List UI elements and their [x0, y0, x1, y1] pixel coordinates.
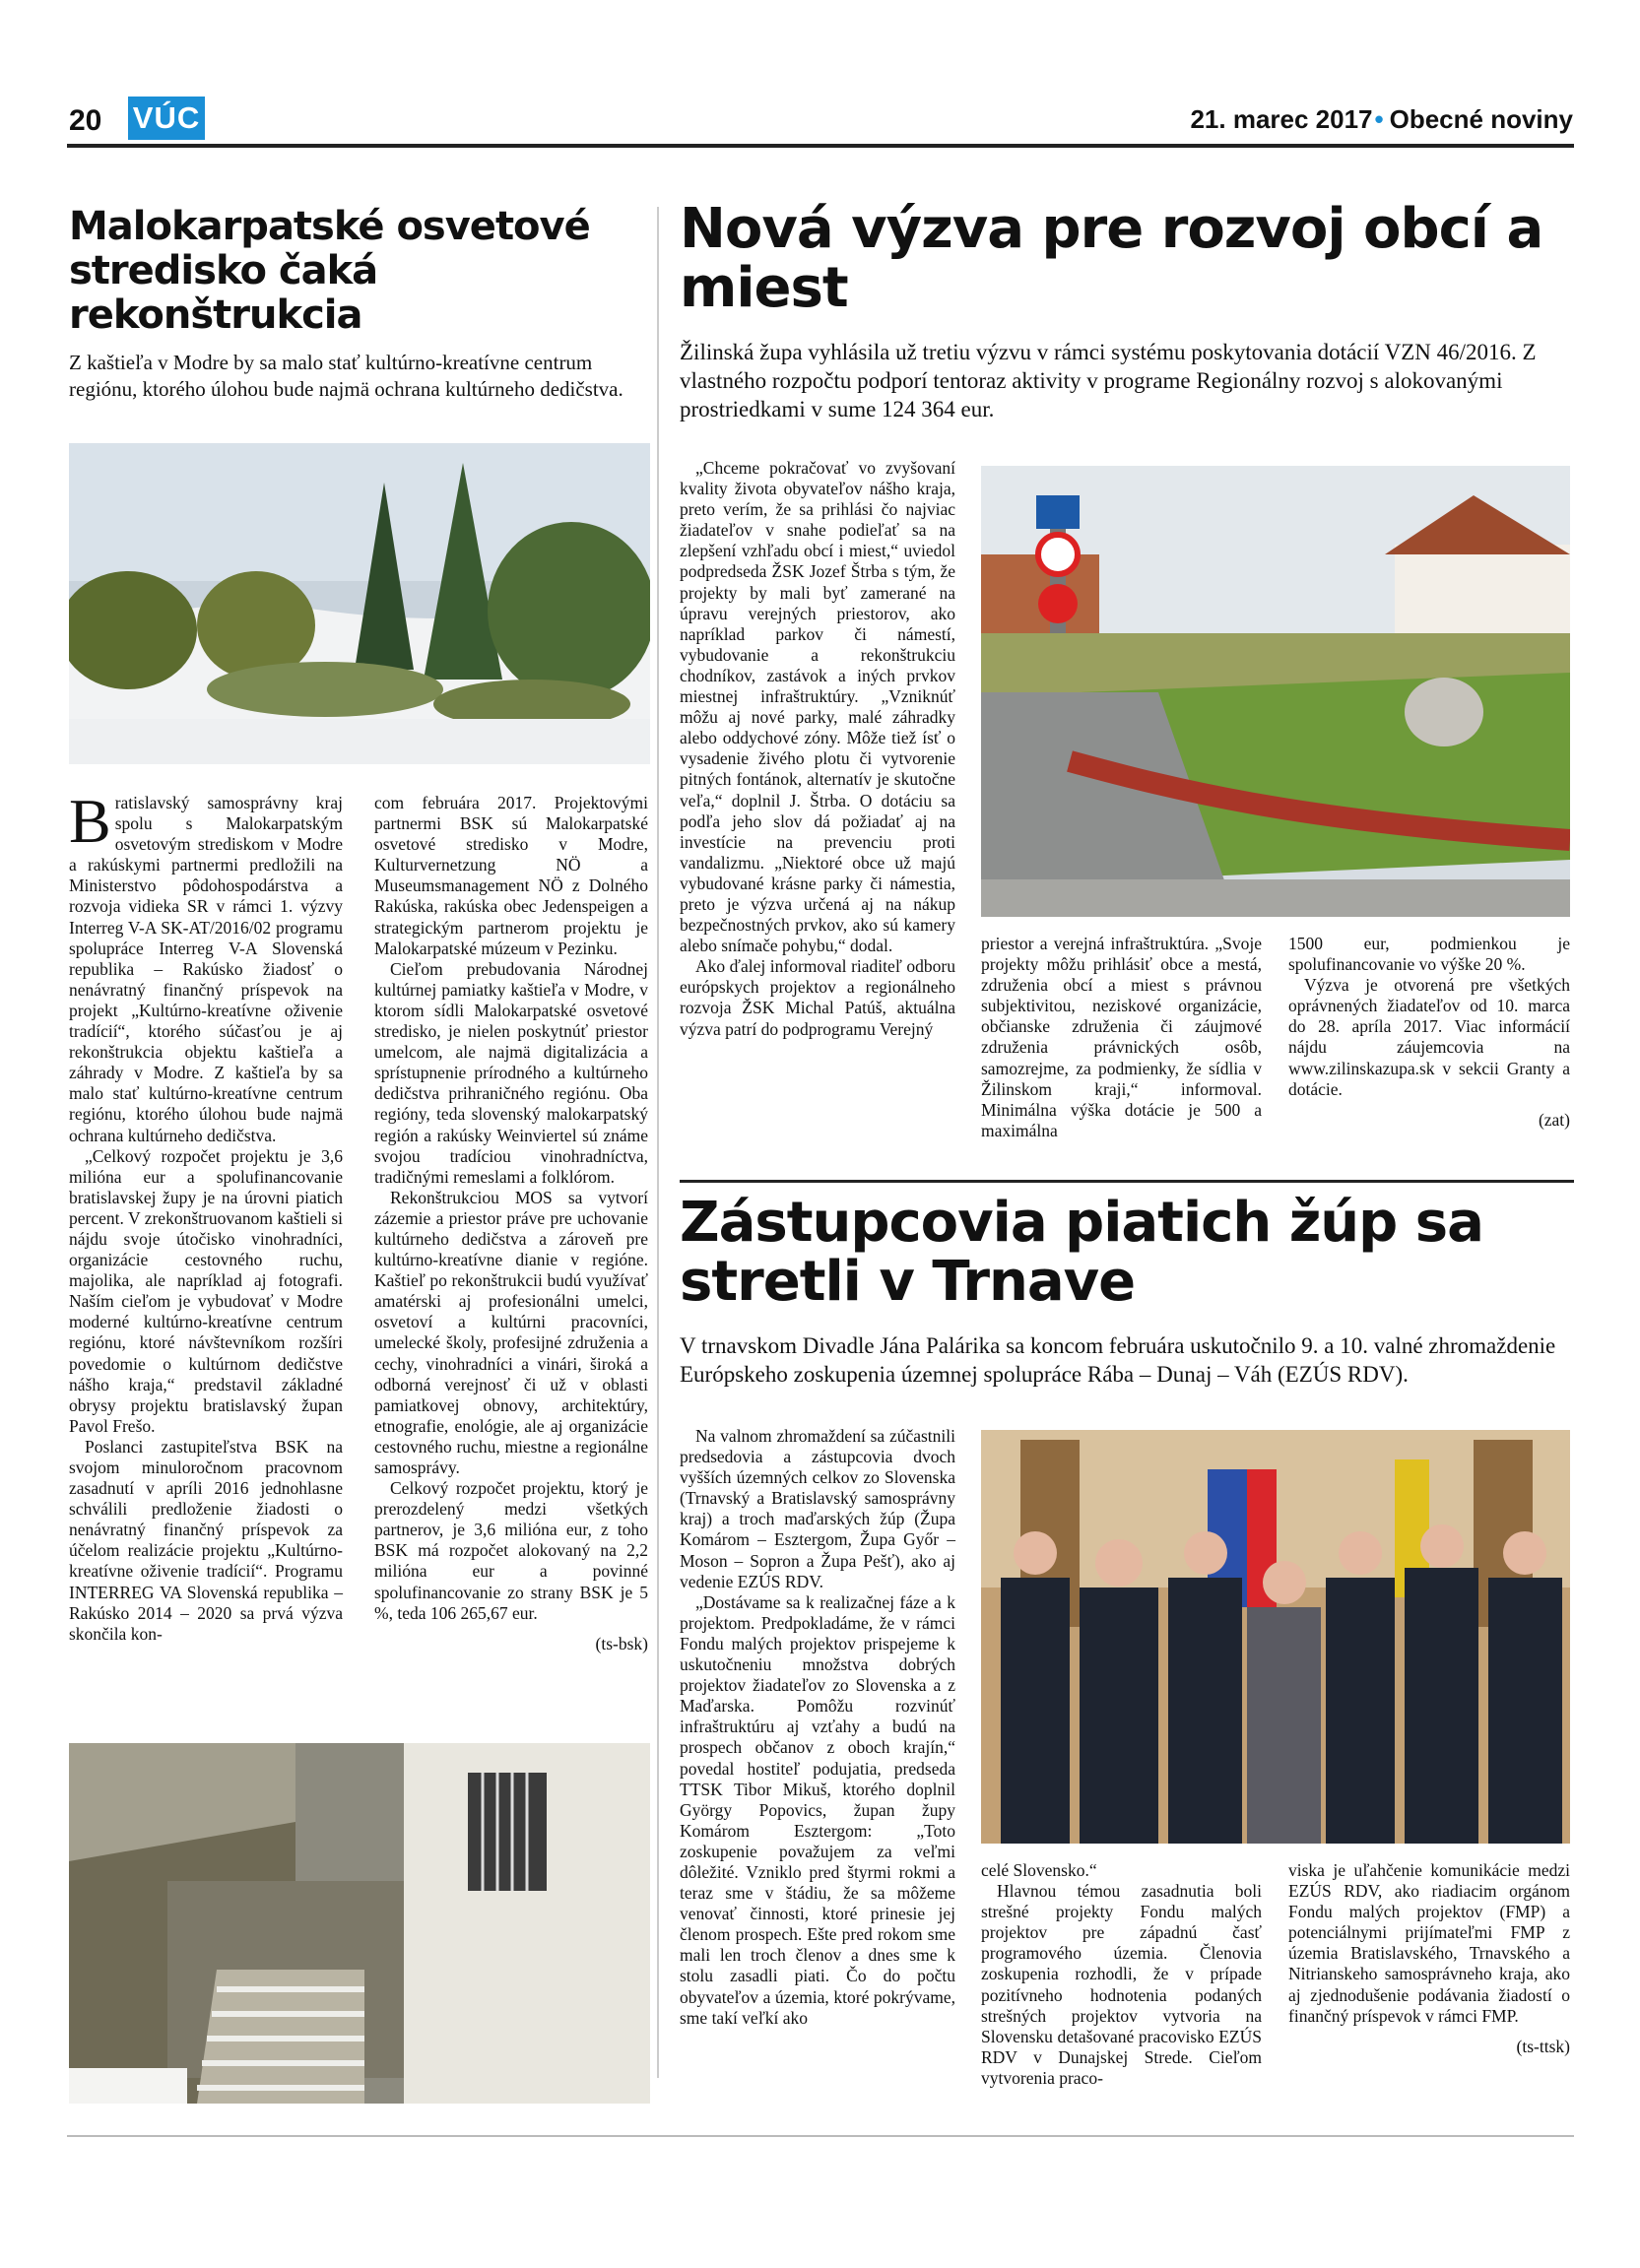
paragraph: Hlavnou témou zasadnutia boli strešné projekty Fondu malých projektov pre západnú časť programového územia. Členovia zoskupenia rozhodli, že v prípade pozitívneho hodnotenia podaných strešných projektov vytvoria na Slovensku detašované pracovisko EZÚS RDV v Dunajskej Strede. Cieľom vytvorenia praco- [981, 1881, 1262, 2088]
paragraph: Celkový rozpočet projektu, ktorý je prerozdelený medzi všetkých partnerov, je 3,6 milióna eur, z toho BSK má rozpočet alokovaný na 2,2 milióna eur a povinné spolufinancovanie zo strany BSK je 5 %, teda 106 265,67 eur. [374, 1478, 648, 1623]
article1-signature: (ts-bsk) [595, 1633, 648, 1653]
article3-lead: V trnavskom Divadle Jána Palárika sa koncom februára uskutočnilo 9. a 10. valné zhromaždenie Európskeho zoskupenia územnej spolupráce Rába – Dunaj – Váh (EZÚS RDV). [680, 1333, 1556, 1387]
article2-column-2 [981, 934, 1262, 1141]
paragraph: priestor a verejná infraštruktúra. „Svoje projekty môžu prihlásiť obce a mestá, združenia obcí a miest s právnou subjektivitou, neziskové organizácie, občianske združenia či záujmové združenia právnických osôb, samozrejme, za podmienky, že sídlia v Žilinskom kraji,“ informoval. Minimálna výška dotácie je 500 a maximálna [981, 934, 1262, 1140]
article3-column-2 [981, 1860, 1262, 2089]
article2-column-3 [1288, 934, 1570, 1131]
bullet-icon: • [1374, 104, 1384, 134]
garden-snow-photo [69, 443, 650, 764]
paragraph: Na valnom zhromaždení sa zúčastnili predsedovia a zástupcovia dvoch vyšších územných celkov zo Slovenska (Trnavský a Bratislavský samosprávny kraj) a troch maďarských žúp (Župa Komárom – Esztergom, Župa Győr – Moson – Sopron a Župa Pešť), ako aj vedenie EZÚS RDV. [680, 1426, 955, 1591]
paragraph: „Chceme pokračovať vo zvyšovaní kvality života obyvateľov nášho kraja, preto verím, že sa prihlási čo najviac žiadateľov v snahe podieľať sa na zlepšení vzhľadu obcí i miest,“ uviedol podpredseda ŽSK Jozef Štrba s tým, že projekty by mali byť zamerané na úpravu verejných priestorov, ako napríklad parkov či námestí, vybudovanie a rekonštrukciu chodníkov, zastávok a iných prvkov miestnej infraštruktúry. „Vzniknúť môžu aj nové parky, malé záhradky alebo oddychové zóny. Môže tiež ísť o vysadenie živého plotu či vytvorenie pitných fontánok, alternatív je skutočne veľa,“ doplnil J. Štrba. O dotáciu sa podľa jeho slov dá požiadať aj na investície na prevenciu proti vandalizmu. „Niektoré obce už majú vybudované krásne parky či námestia, preto je výzva určená aj na nákup bezpečnostných prvkov, ako sú kamery alebo snímače pohybu,“ dodal. [680, 458, 955, 956]
paragraph: ratislavský samosprávny kraj spolu s Malokarpatským osvetovým strediskom v Modre a rakúskymi partnermi predložili na Ministerstvo pôdohospodárstva a rozvoja vidieka SR v rámci 1. výzvy Interreg V-A SK-AT/2016/02 programu spolupráce Interreg V-A Slovenská republika – Rakúsko žiadosť o nenávratný finančný príspevok na projekt „Kultúrno-kreatívne oživenie tradícií“, ktorého súčasťou je aj rekonštrukcia objektu kaštieľa a záhrady v Modre. Z kaštieľa by sa malo stať kultúrno-kreatívne centrum regiónu, ktorého úlohou bude najmä ochrana kultúrneho dedičstva. [69, 793, 343, 1145]
paragraph: „Dostávame sa k realizačnej fáze a k projektom. Predpokladáme, že v rámci Fondu malých projektov prispejeme k uskutočneniu množstva dobrých projektov žiadateľov zo Slovenska a z Maďarska. Pomôžu rozvinúť infraštruktúru aj vzťahy a budú na prospech občanov z oboch krajín,“ povedal hostiteľ podujatia, predseda TTSK Tibor Mikuš, ktorého doplnil György Popovics, župan župy Komárom Esztergom: „Toto zoskupenie považujem za veľmi dôležité. Vzniklo pred štyrmi rokmi a teraz sme v štádiu, že sa môžeme venovať činnosti, ktoré prinesie jej členom prospech. Ešte pred rokom sme mali len troch členov a dnes sme k stolu zasadli piati. Čo do počtu obyvateľov a územia, ktoré pokrývame, sme takí veľkí ako [680, 1591, 955, 2028]
header-rule [67, 144, 1574, 148]
header-dateline [1190, 104, 1573, 135]
footer-rule [67, 2135, 1574, 2137]
paragraph: Rekonštrukciou MOS sa vytvorí zázemie a priestor práve pre uchovanie kultúrneho dedičstva a zároveň pre kultúrno-kreatívne dianie v regióne. Kaštieľ po rekonštrukcii budú využívať amatérski aj profesionálni umelci, osvetoví a kultúrni pracovníci, umelecké školy, profesijné združenia a cechy, vinohradníci a vinári, široká a odborná verejnosť či už v oblasti pamiatkovej obnovy, architektúry, etnografie, enológie, ale aj organizácie cestovného ruchu, miestne a regionálne samosprávy. [374, 1187, 648, 1477]
page-number: 20 [69, 104, 102, 137]
paragraph: Ako ďalej informoval riaditeľ odboru európskych projektov a regionálneho rozvoja ŽSK Michal Patúš, aktuálna výzva patrí do podprogramu Verejný [680, 956, 955, 1039]
article2-lead: Žilinská župa vyhlásila už tretiu výzvu v rámci systému poskytovania dotácií VZN 46/2016. Z vlastného rozpočtu podporí tentoraz aktivity v programe Regionálny rozvoj s alokovanými prostriedkami v sume 124 364 eur. [680, 340, 1537, 421]
article2-title: Nová výzva pre rozvoj obcí a miest [680, 197, 1543, 320]
section-rule [680, 1180, 1574, 1183]
group-delegates-photo [981, 1430, 1570, 1844]
section-logo: VÚC [128, 97, 205, 140]
article1-title: Malokarpatské osvetové stredisko čaká rekonštrukcia [69, 204, 590, 338]
article1-column-1 [69, 786, 343, 1645]
paragraph: 1500 eur, podmienkou je spolufinancovanie vo výške 20 %. [1288, 934, 1570, 975]
paragraph: com februára 2017. Projektovými partnermi BSK sú Malokarpatské osvetové stredisko v Modre, Kulturvernetzung NÖ a Museumsmanagement NÖ z Dolného Rakúska, rakúska obec Jedenspeigen a strategickým partnerom projektu je Malokarpatské múzeum v Pezinku. [374, 793, 648, 958]
article3-signature: (ts-ttsk) [1516, 2036, 1570, 2056]
stone-stairs-photo [69, 1743, 650, 2104]
publication-name: Obecné noviny [1389, 104, 1573, 134]
paragraph: Cieľom prebudovania Národnej kultúrnej pamiatky kaštieľa v Modre, v ktorom sídli Malokarpatské osvetové stredisko, je nielen poskytnúť priestor umelcom, ale najmä digitalizácia a sprístupnenie prírodného a kultúrneho dedičstva prihraničného regiónu. Oba regióny, teda slovenský malokarpatský región a rakúsky Weinviertel sú známe svojou tradíciou vinohradníctva, tradičnými remeslami a folklórom. [374, 958, 648, 1187]
article1-lead: Z kaštieľa v Modre by sa malo stať kultúrno-kreatívne centrum regiónu, ktorého úlohou bude najmä ochrana kultúrneho dedičstva. [69, 351, 623, 401]
issue-date: 21. marec 2017 [1190, 104, 1373, 134]
paragraph: „Celkový rozpočet projektu je 3,6 milióna eur a spolufinancovanie bratislavskej župy je na úrovni piatich percent. V zrekonštruovanom kaštieli si nájdu svoje útočisko vinohradníci, organizácie cestovného ruchu, majolika, ale napríklad aj fotografi. Naším cieľom je vybudovať v Modre moderné kultúrno-kreatívne centrum regiónu, ktoré návštevníkom rozšíri povedomie o kultúrnom dedičstve nášho kraja,“ predstavil základné obrysy projektu bratislavský župan Pavol Frešo. [69, 1145, 343, 1436]
paragraph: Poslanci zastupiteľstva BSK na svojom minuloročnom pracovnom zasadnutí v apríli 2016 jednohlasne schválili predloženie žiadosti o nenávratný finančný príspevok za účelom realizácie projektu „Kultúrno-kreatívne oživenie tradícií“. Programu INTERREG VA Slovenská republika – Rakúsko 2014 – 2020 sa prvá výzva skončila kon- [69, 1436, 343, 1644]
article1-column-2 [374, 793, 648, 1654]
article3-title: Zástupcovia piatich žúp sa stretli v Trnave [680, 1191, 1483, 1314]
street-park-photo [981, 466, 1570, 917]
paragraph: celé Slovensko.“ [981, 1860, 1097, 1880]
article3-column-1 [680, 1426, 955, 2029]
article2-column-1 [680, 458, 955, 1040]
paragraph: viska je uľahčenie komunikácie medzi EZÚS RDV, ako riadiacim orgánom Fondu malých projektov (FMP) a potenciálnymi prijímateľmi FMP z územia Bratislavského, Trnavského a Nitrianskeho samosprávneho kraja, ako aj zjednodušenie podávania žiadostí o finančný príspevok v rámci FMP. [1288, 1860, 1570, 2026]
article3-column-3 [1288, 1860, 1570, 2057]
dropcap-letter: B [69, 786, 111, 856]
column-divider [657, 207, 659, 2078]
paragraph: Výzva je otvorená pre všetkých oprávnených žiadateľov od 10. marca do 28. apríla 2017. Viac informácií nájdu záujemcovia na www.zilinskazupa.sk v sekcii Granty a dotácie. [1288, 975, 1570, 1099]
article2-signature: (zat) [1538, 1109, 1570, 1130]
